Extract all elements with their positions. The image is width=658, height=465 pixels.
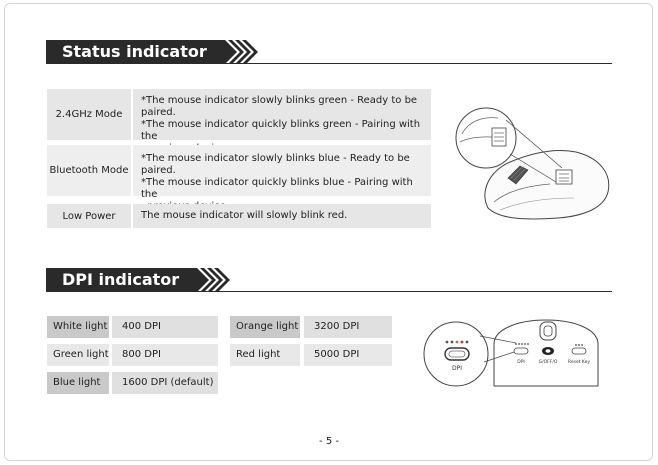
- dpi-section-rule: [46, 291, 612, 292]
- dpi-value: 400 DPI: [112, 316, 218, 338]
- status-section-header: [46, 40, 259, 64]
- bottom-label-dpi: DPI: [517, 360, 525, 365]
- description-line: *The mouse indicator quickly blinks green - Pairing with the: [141, 119, 421, 142]
- header-stripes-icon: [187, 268, 231, 292]
- dpi-light-name: White light: [47, 316, 109, 338]
- dpi-section-title: DPI indicator: [46, 268, 187, 292]
- dpi-value: 1600 DPI (default): [112, 372, 218, 394]
- description-line: The mouse indicator will slowly blink red.: [141, 210, 348, 221]
- mode-label: 2.4GHz Mode: [47, 89, 131, 140]
- dpi-section-header: [46, 268, 231, 292]
- page-number: - 5 -: [319, 436, 339, 447]
- mouse-bottom-illustration: [420, 316, 616, 396]
- dpi-light-name: Red light: [230, 344, 300, 366]
- description-line: *The mouse indicator slowly blinks green - Ready to be paired.: [141, 95, 418, 118]
- status-section-title: Status indicator: [46, 40, 215, 64]
- bottom-label-reset: Reset Key: [567, 360, 591, 365]
- header-stripes-icon: [215, 40, 259, 64]
- dpi-button-label: DPI: [451, 365, 463, 372]
- mode-description: [133, 204, 431, 228]
- bottom-label-switch: G/OFF/O: [538, 360, 558, 365]
- description-line: *The mouse indicator quickly blinks blue - Pairing with the: [141, 177, 413, 200]
- description-line: *The mouse indicator slowly blinks blue - Ready to be paired.: [141, 153, 410, 176]
- dpi-value: 5000 DPI: [304, 344, 392, 366]
- dpi-light-name: Orange light: [230, 316, 300, 338]
- dpi-light-name: Blue light: [47, 372, 109, 394]
- status-section-rule: [46, 63, 612, 64]
- mode-description: [133, 89, 431, 140]
- mode-label: Bluetooth Mode: [47, 145, 131, 196]
- dpi-value: 800 DPI: [112, 344, 218, 366]
- mode-label: Low Power: [47, 204, 131, 228]
- mouse-top-illustration: [454, 106, 616, 222]
- dpi-light-name: Green light: [47, 344, 109, 366]
- mode-description: [133, 145, 431, 200]
- dpi-value: 3200 DPI: [304, 316, 392, 338]
